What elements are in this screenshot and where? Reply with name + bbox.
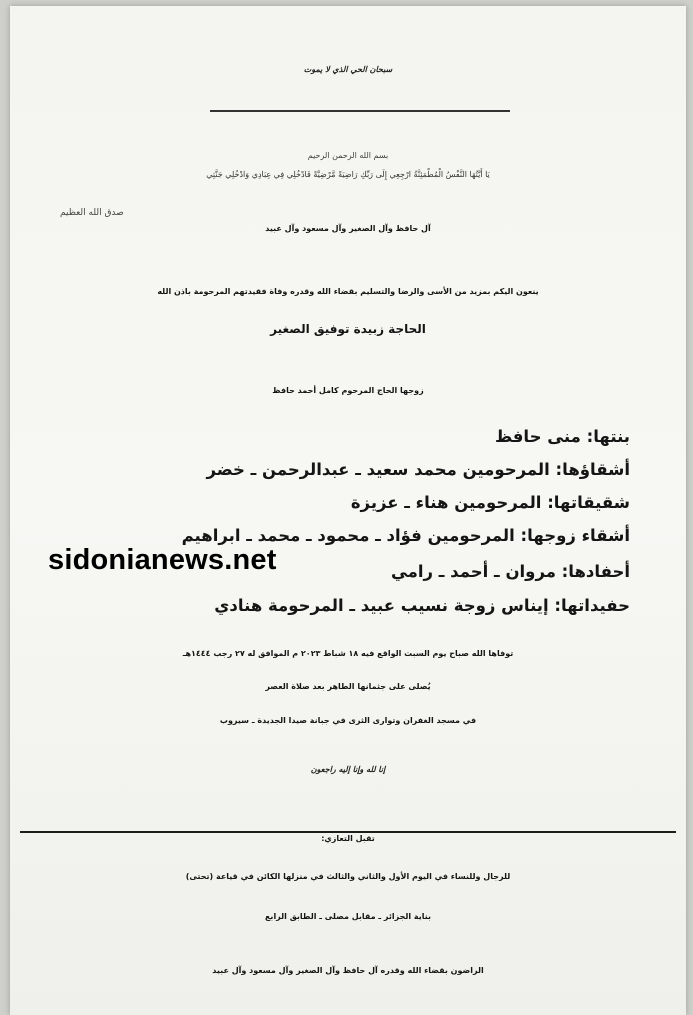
relatives-brothers [206, 460, 630, 479]
relation-label: شقيقاتها: [547, 493, 630, 512]
prayer-line: يُصلى على جثمانها الطاهر بعد صلاة العصر [265, 682, 431, 691]
condolences-line-1: للرجال وللنساء في اليوم الأول والثاني والثالث في منزلها الكائن في قياعة (تحتى) [185, 872, 511, 881]
condolences-title: تقبل التعازي: [321, 834, 375, 843]
burial-line: في مسجد الغفران وتوارى الثرى في جبانة صيدا الجديدة ـ سيروب [219, 716, 477, 725]
relation-label: بنتها: [586, 427, 630, 446]
calligraphy-title: سبحان الحي الذي لا يموت [303, 64, 393, 74]
relation-value: المرحومين فؤاد ـ محمود ـ محمد ـ ابراهيم [181, 526, 515, 545]
relation-value: المرحومين هناء ـ عزيزة [350, 493, 542, 512]
basmala: بسم الله الرحمن الرحيم [307, 151, 389, 160]
relation-label: حفيداتها: [554, 596, 630, 615]
relation-value: إيناس زوجة نسيب عبيد ـ المرحومة هنادي [214, 596, 549, 615]
condolences-line-2: بناية الجزائر ـ مقابل مصلى ـ الطابق الرابع [264, 912, 432, 921]
relation-label: أحفادها: [561, 562, 630, 581]
obituary-paper [10, 6, 686, 1015]
footer-families: الراضون بقضاء الله وقدره آل حافظ وآل الصغير وآل مسعود وآل عبيد [212, 966, 484, 975]
death-date-line: توفاها الله صباح يوم السبت الواقع فيه ١٨ شباط ٢٠٢٣ م الموافق له ٢٧ رجب ١٤٤٤هـ [182, 649, 514, 658]
relation-label: أشقاؤها: [555, 460, 630, 479]
website-watermark: sidonianews.net [48, 544, 277, 576]
husband-line: زوجها الحاج المرحوم كامل أحمد حافظ [272, 386, 424, 395]
families-heading: آل حافظ وآل الصغير وآل مسعود وآل عبيد [265, 224, 431, 233]
closing-calligraphy: إنا لله وإنا إليه راجعون [310, 764, 386, 774]
sadaqa-text: صدق الله العظيم [60, 208, 124, 218]
calligraphy-flourish [210, 110, 510, 112]
relation-value: المرحومين محمد سعيد ـ عبدالرحمن ـ خضر [206, 460, 550, 479]
relation-value: منى حافظ [494, 427, 581, 446]
relatives-granddaughters [214, 596, 630, 615]
section-divider [20, 831, 676, 833]
quran-verse: يَا أَيَّتُهَا النَّفْسُ الْمُطْمَئِنَّةُ ارْجِعِي إِلَى رَبِّكِ رَاضِيَةً مَّرْضِيَّةً فَادْخُلِي فِي عِبَادِي وَادْخُلِي جَنَّتِي [206, 170, 490, 179]
relation-label: أشقاء زوجها: [520, 526, 630, 545]
relatives-sisters [351, 493, 630, 512]
relatives-brothers-in-law [182, 526, 630, 545]
deceased-name: الحاجة زبيدة توفيق الصغير [270, 322, 426, 336]
relatives-daughter [495, 427, 630, 446]
relation-value: مروان ـ أحمد ـ رامي [390, 562, 556, 581]
relatives-grandsons [391, 562, 630, 581]
announcement-intro: ينعون اليكم بمزيد من الأسى والرضا والتسليم بقضاء الله وقدره وفاة فقيدتهم المرحومة باذن الله [157, 287, 539, 296]
